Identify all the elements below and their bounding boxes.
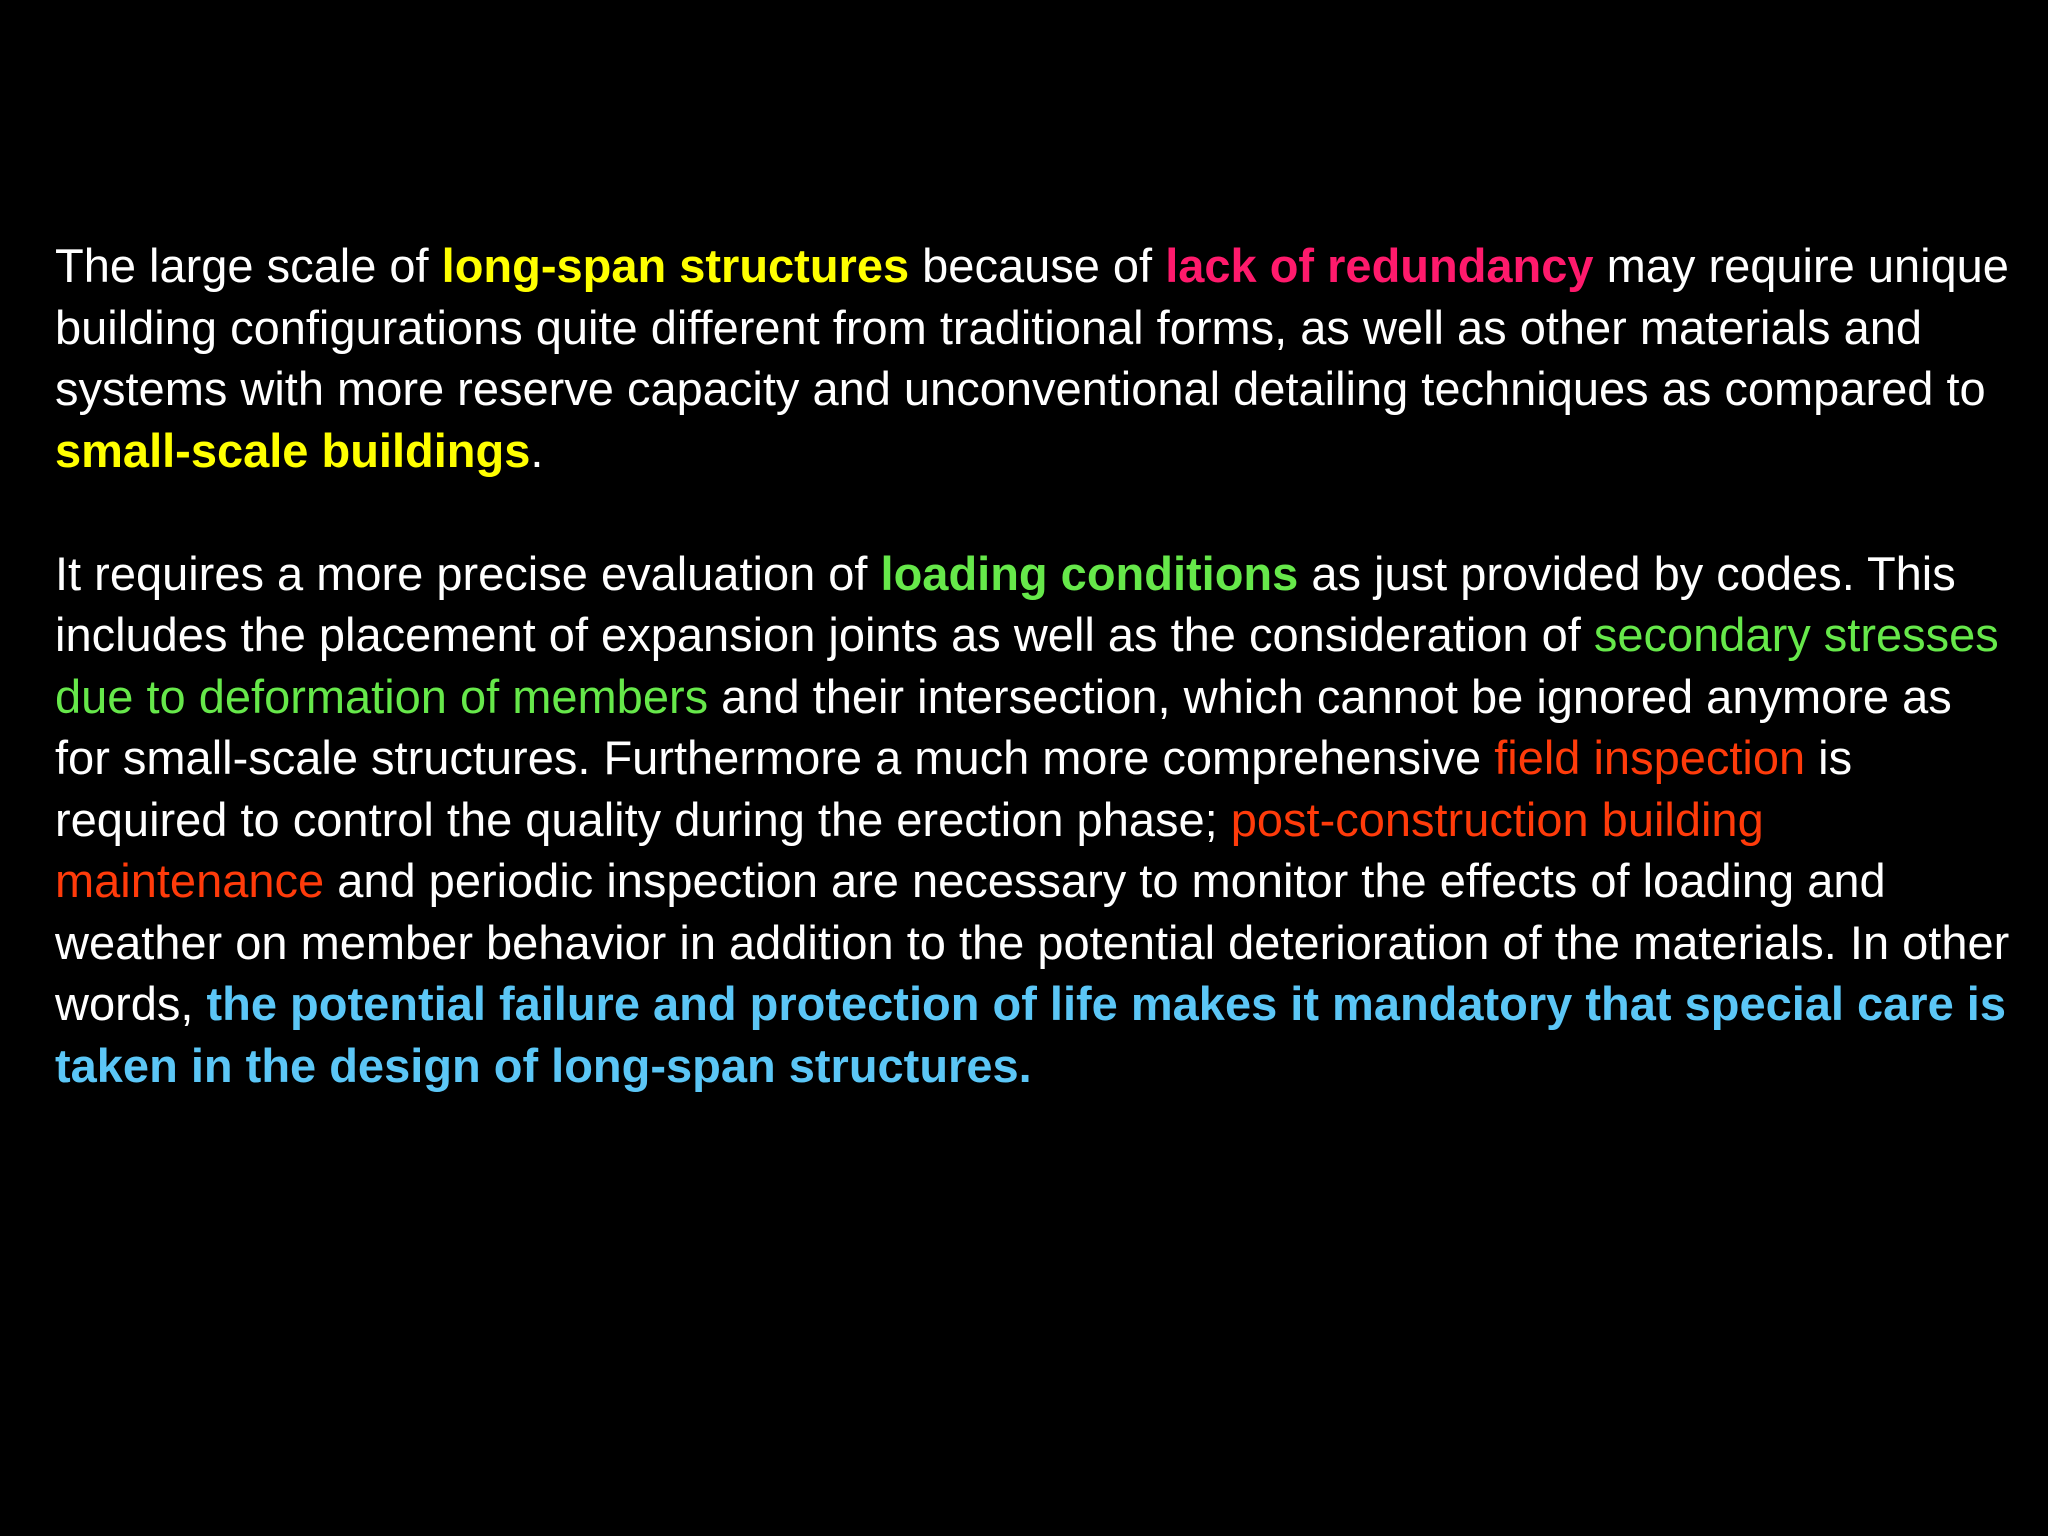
highlight-field-inspection: field inspection <box>1494 731 1806 784</box>
text-segment: and periodic inspection are necessary to monitor the effects of loading and weather on member behavior in addition to the potential deterioration of the materials. In other words, <box>55 854 2010 1030</box>
highlight-conclusion: the potential failure and protection of life makes it mandatory that special care is taken in the design of long-span structures. <box>55 977 2006 1092</box>
text-segment: . <box>530 423 544 477</box>
text-segment: because of <box>909 239 1166 292</box>
paragraph-1 <box>55 235 2015 481</box>
text-segment: is required to control the quality during the erection phase; <box>55 731 1853 846</box>
text-segment: The large scale of <box>55 239 442 292</box>
highlight-small-scale-buildings: small-scale buildings <box>55 423 531 477</box>
text-segment: may require unique building configurations quite different from traditional forms, as well as other materials and systems with more reserve capacity and unconventional detailing techniques as compared to <box>55 239 2009 415</box>
highlight-post-construction-maintenance: post-construction building maintenance <box>55 792 1764 907</box>
highlight-long-span-structures: long-span structures <box>441 239 910 292</box>
paragraph-2 <box>55 543 2015 1097</box>
highlight-lack-of-redundancy: lack of redundancy <box>1165 239 1594 292</box>
text-segment: It requires a more precise evaluation of <box>55 546 881 600</box>
highlight-loading-conditions: loading conditions <box>880 546 1299 600</box>
text-segment: as just provided by codes. This includes the placement of expansion joints as well as the consideration of <box>55 546 1956 661</box>
slide-body-text <box>55 235 2015 1096</box>
text-segment: and their intersection, which cannot be ignored anymore as for small-scale structures. Furthermore a much more comprehensive <box>55 669 1952 784</box>
highlight-secondary-stresses: secondary stresses due to deformation of members <box>55 608 1999 723</box>
